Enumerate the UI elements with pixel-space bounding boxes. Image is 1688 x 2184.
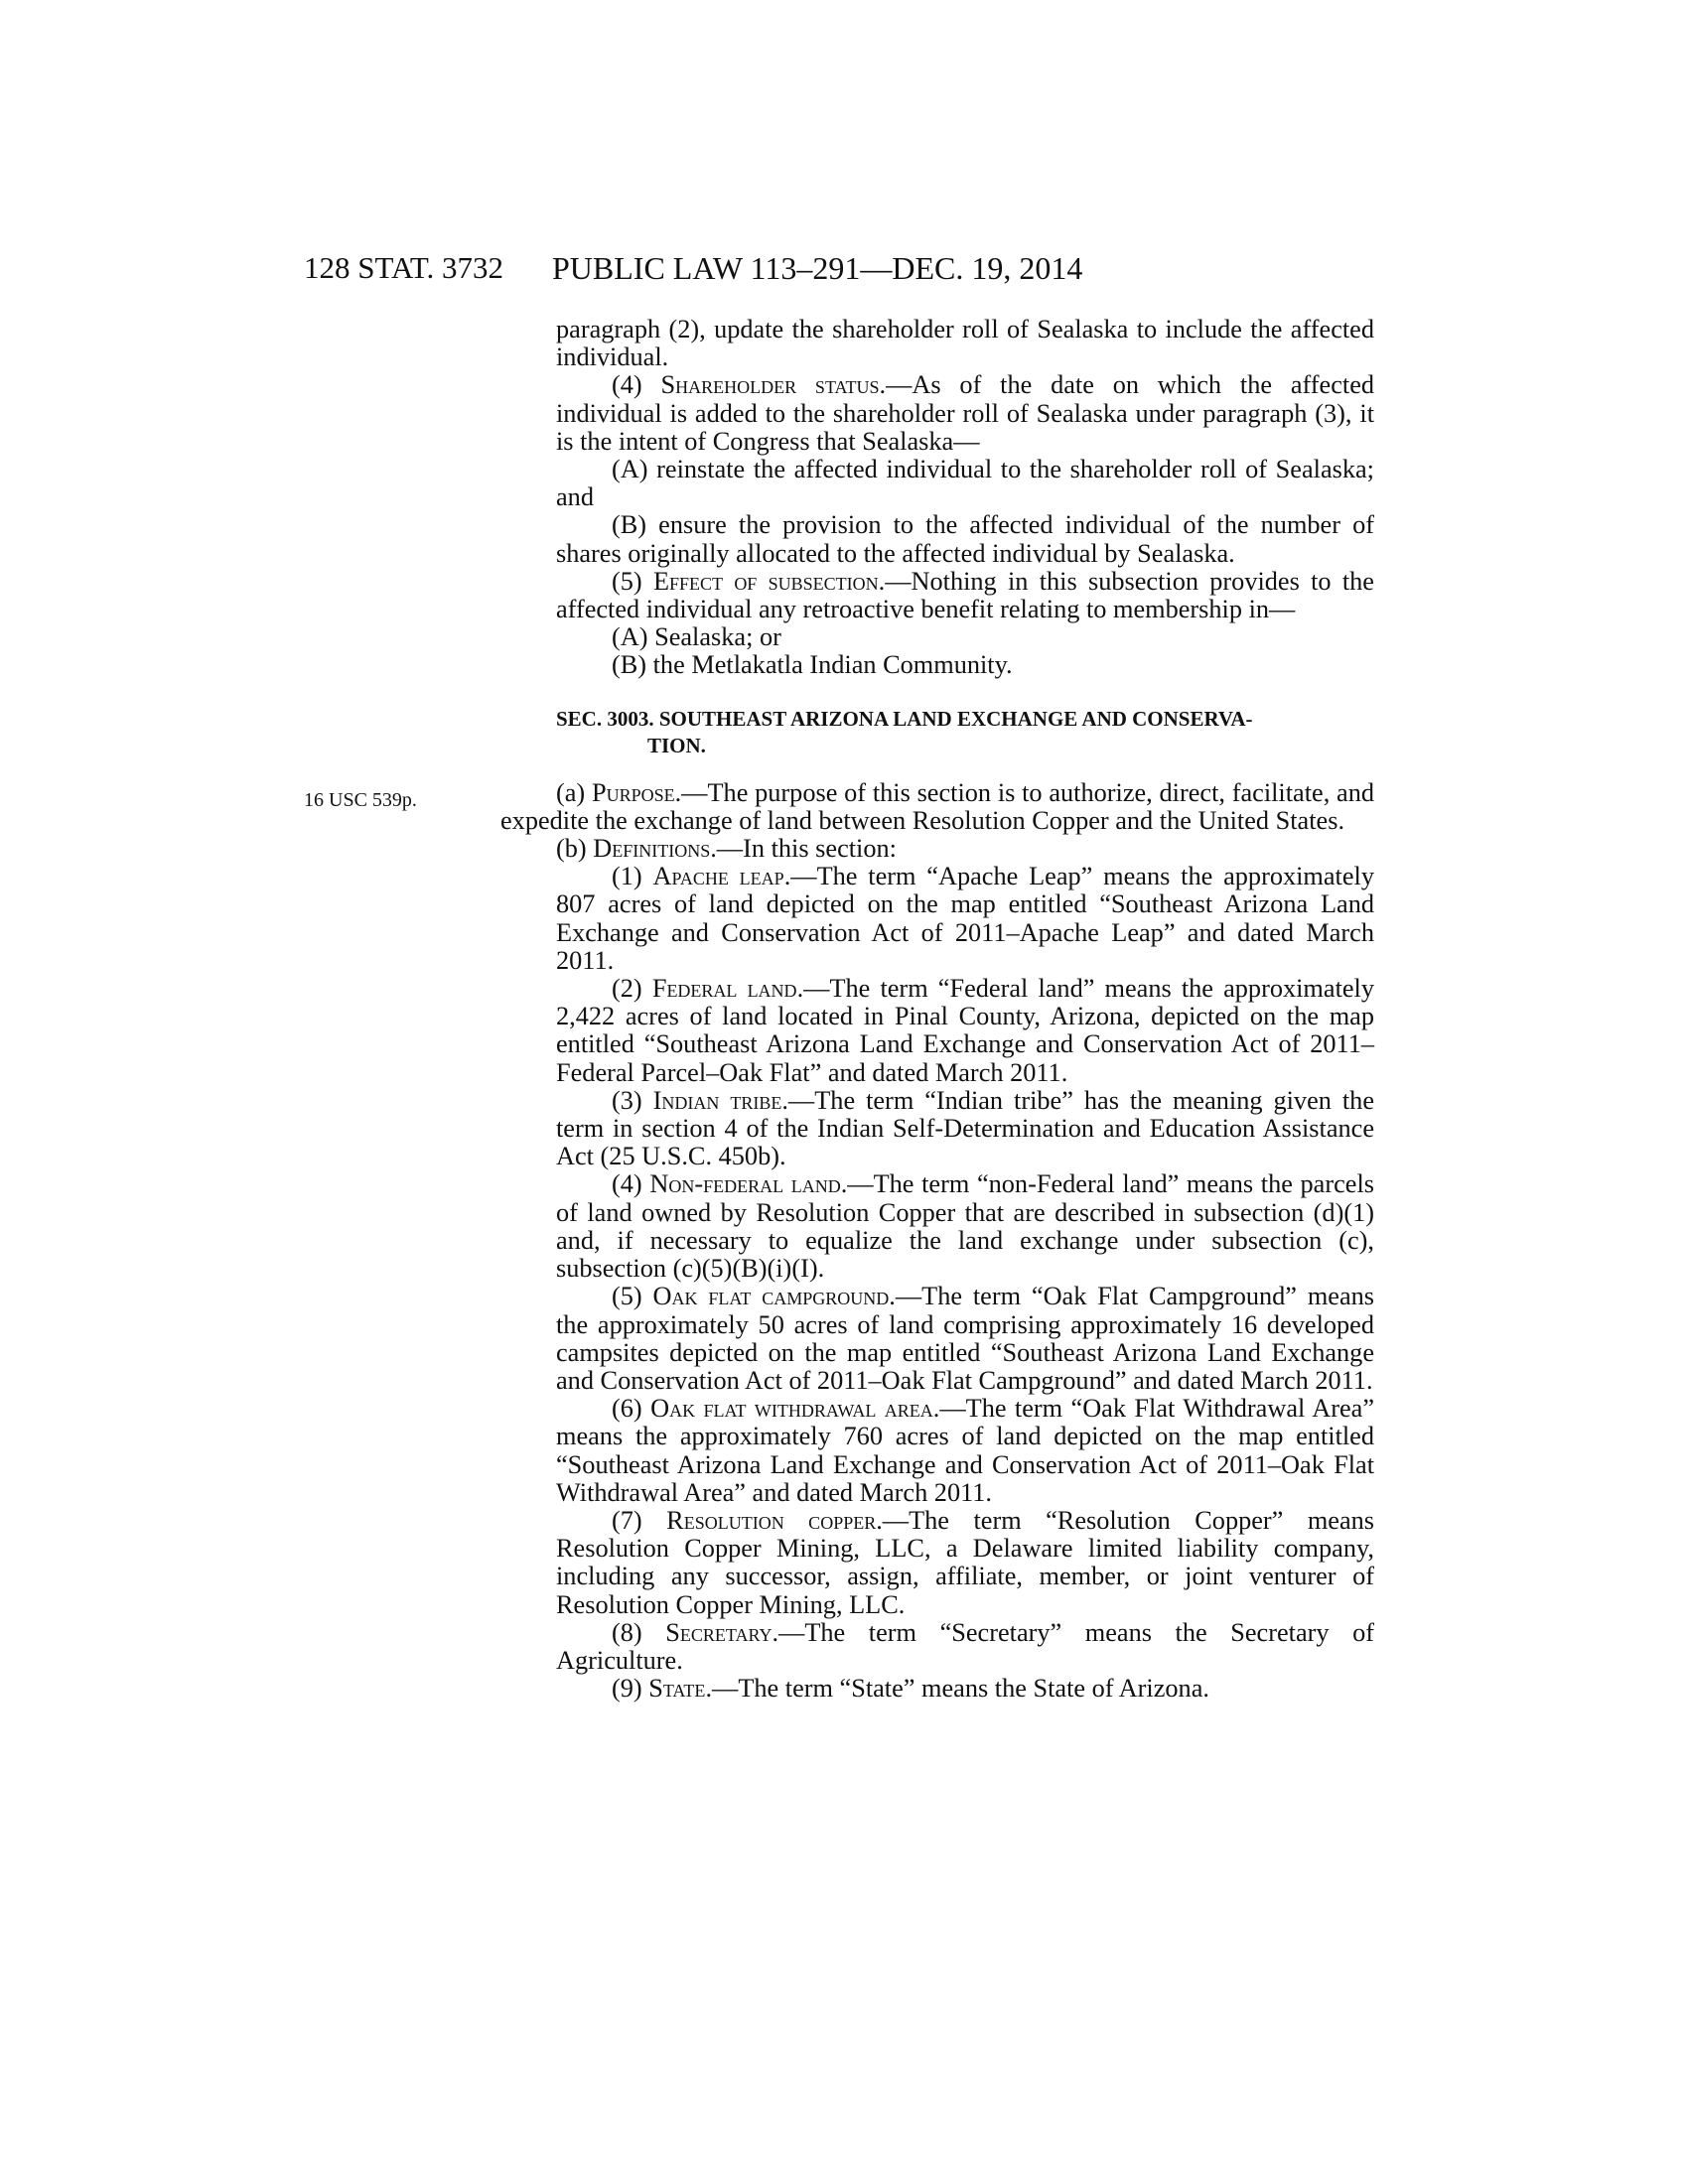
- continued-paragraph: paragraph (2), update the shareholder roll of Sealaska to include the affected individual.: [556, 315, 1374, 372]
- definition-8: (8) Secretary.—The term “Secretary” means the Secretary of Agriculture.: [556, 1617, 1375, 1675]
- definition-6: (6) Oak flat withdrawal area.—The term “Oak Flat Withdrawal Area” means the approximately 760 acres of land depicted on the map entitled “Southeast Arizona Land Exchange and Conservation Act of 2011–Oak Flat Withdrawal Area” and dated March 2011.: [556, 1394, 1375, 1507]
- subsection-b-definitions: (b) Definitions.—In this section:: [556, 834, 897, 864]
- subsection-heading: Definitions: [593, 834, 711, 864]
- paragraph-heading: Effect of subsection: [652, 566, 879, 596]
- definition-2: (2) Federal land.—The term “Federal land” means the approximately 2,422 acres of land located in Pinal County, Arizona, depicted on the map entitled “Southeast Arizona Land Exchange and Conservation Act of 2011–Federal Parcel–Oak Flat” and dated March 2011.: [556, 974, 1374, 1087]
- statute-page-number: 128 STAT. 3732: [304, 250, 504, 285]
- paragraph-heading: Shareholder status: [660, 370, 880, 400]
- paragraph-5-b: (B) the Metlakatla Indian Community.: [612, 650, 1013, 680]
- definition-4: (4) Non-federal land.—The term “non-Federal land” means the parcels of land owned by Resolution Copper that are described in subsection (d)(1) and, if necessary to equalize the land exchange under subsection (c), subsection (c)(5)(B)(i)(I).: [556, 1169, 1374, 1284]
- definition-5: (5) Oak flat campground.—The term “Oak Flat Campground” means the approximately 50 acres of land comprising approximately 16 developed campsites depicted on the map entitled “Southeast Arizona Land Exchange and Conservation Act of 2011–Oak Flat Campground” and dated March 2011.: [556, 1282, 1374, 1395]
- definition-3: (3) Indian tribe.—The term “Indian tribe” has the meaning given the term in section 4 of the Indian Self-Determination and Education Assistance Act (25 U.S.C. 450b).: [556, 1085, 1374, 1171]
- public-law-title: PUBLIC LAW 113–291—DEC. 19, 2014: [552, 250, 1083, 286]
- definition-7: (7) Resolution copper.—The term “Resolution Copper” means Resolution Copper Mining, LLC, a Delaware limited liability company, including any successor, assign, affiliate, member, or joint venturer of Resolution Copper Mining, LLC.: [556, 1505, 1375, 1619]
- subsection-a-purpose: (a) Purpose.—The purpose of this section is to authorize, direct, facilitate, and expedite the exchange of land between Resolution Copper and the United States.: [500, 777, 1374, 835]
- paragraph-4-b: (B) ensure the provision to the affected individual of the number of shares originally allocated to the affected individual by Sealaska.: [556, 510, 1374, 568]
- section-heading: [500, 706, 1374, 759]
- paragraph-5-a: (A) Sealaska; or: [612, 622, 781, 652]
- paragraph-4: (4) Shareholder status.—As of the date on which the affected individual is added to the shareholder roll of Sealaska under paragraph (3), it is the intent of Congress that Sealaska—: [556, 370, 1375, 456]
- running-header: [304, 246, 1356, 290]
- subsection-heading: Purpose: [591, 777, 675, 807]
- main-text-column: [500, 316, 1374, 1703]
- definition-1: (1) Apache leap.—The term “Apache Leap” means the approximately 807 acres of land depicted on the map entitled “Southeast Arizona Land Exchange and Conservation Act of 2011–Apache Leap” and dated March 2011.: [556, 862, 1374, 975]
- definition-9: (9) State.—The term “State” means the State of Arizona.: [612, 1674, 1209, 1704]
- section-heading-line1: SEC. 3003. SOUTHEAST ARIZONA LAND EXCHANGE AND CONSERVA-: [556, 706, 1253, 731]
- usc-margin-citation: 16 USC 539p.: [304, 789, 417, 811]
- section-heading-line2: TION.: [647, 733, 706, 757]
- paragraph-4-a: (A) reinstate the affected individual to the shareholder roll of Sealaska; and: [556, 455, 1374, 512]
- paragraph-5: (5) Effect of subsection.—Nothing in this subsection provides to the affected individual any retroactive benefit relating to membership in—: [556, 566, 1374, 624]
